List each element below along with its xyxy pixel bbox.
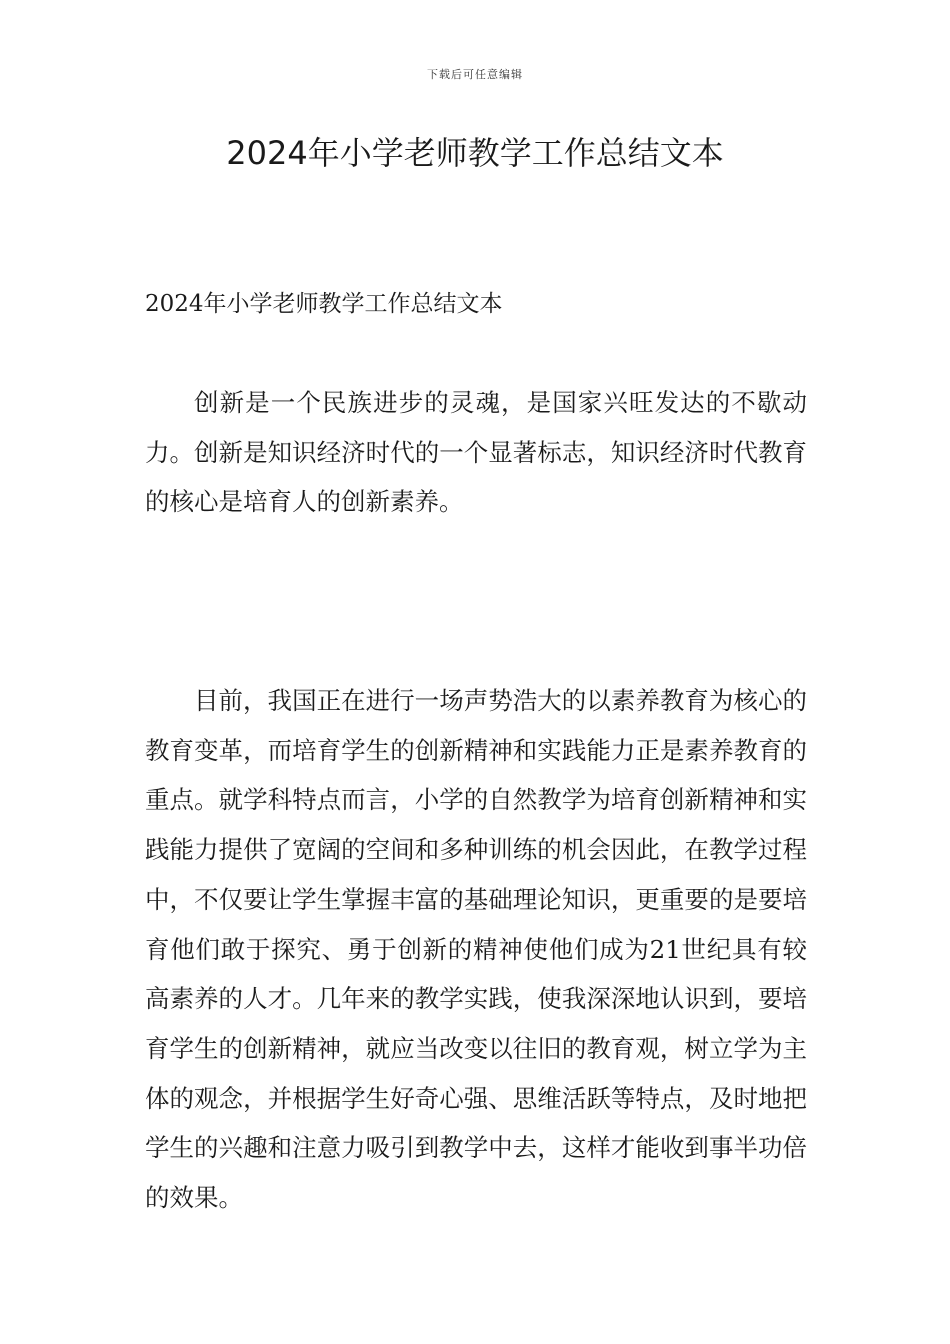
header-note: 下载后可任意编辑 <box>427 68 523 81</box>
paragraph-1: 创新是一个民族进步的灵魂，是国家兴旺发达的不歇动力。创新是知识经济时代的一个显著标志，知识经济时代教育的核心是培育人的创新素养。 <box>145 388 807 517</box>
document-subtitle: 2024年小学老师教学工作总结文本 <box>145 291 503 317</box>
document-title: 2024年小学老师教学工作总结文本 <box>226 134 724 172</box>
paragraph-2: 目前，我国正在进行一场声势浩大的以素养教育为核心的教育变革，而培育学生的创新精神和实践能力正是素养教育的重点。就学科特点而言，小学的自然教学为培育创新精神和实践能力提供了宽阔的空间和多种训练的机会因此，在教学过程中，不仅要让学生掌握丰富的基础理论知识，更重要的是要培育他们敢于探究、勇于创新的精神使他们成为21世纪具有较高素养的人才。几年来的教学实践，使我深深地认识到，要培育学生的创新精神，就应当改变以往旧的教育观，树立学为主体的观念，并根据学生好奇心强、思维活跃等特点，及时地把学生的兴趣和注意力吸引到教学中去，这样才能收到事半功倍的效果。 <box>145 686 807 1213</box>
